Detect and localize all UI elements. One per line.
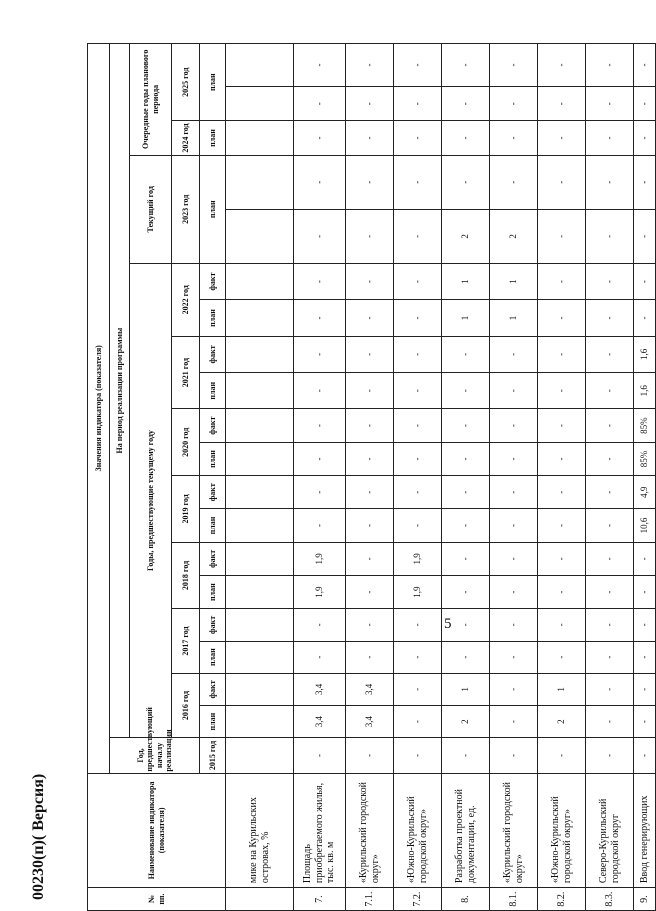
value-cell	[226, 609, 294, 641]
value-cell: -	[538, 476, 586, 509]
value-cell: -	[634, 155, 656, 209]
header-2021: 2021 год	[172, 336, 200, 409]
row-number: 8.3.	[586, 888, 634, 911]
value-cell: -	[586, 373, 634, 409]
value-cell: -	[538, 336, 586, 372]
table-row	[442, 44, 490, 911]
value-cell: -	[394, 300, 442, 336]
value-cell: -	[394, 336, 442, 372]
value-cell: -	[490, 575, 538, 608]
value-cell	[226, 509, 294, 542]
value-cell: -	[294, 209, 346, 263]
value-cell	[226, 476, 294, 509]
value-cell: -	[346, 44, 394, 87]
value-cell: -	[294, 44, 346, 87]
header-plan: план	[200, 641, 226, 673]
header-2024: 2024 год	[172, 121, 200, 155]
value-cell: -	[346, 155, 394, 209]
value-cell: -	[490, 409, 538, 442]
value-cell: -	[442, 155, 490, 209]
row-indicator-name: Разработка проектной документации, ед.	[442, 773, 490, 887]
value-cell: 1	[490, 300, 538, 336]
value-cell: -	[442, 609, 490, 641]
value-cell: -	[490, 336, 538, 372]
value-cell: 2	[538, 706, 586, 738]
value-cell	[226, 263, 294, 299]
row-indicator-name: «Курильский городской округ»	[346, 773, 394, 887]
value-cell: -	[294, 121, 346, 155]
value-cell: -	[346, 476, 394, 509]
value-cell: -	[634, 575, 656, 608]
value-cell: -	[294, 155, 346, 209]
value-cell	[226, 209, 294, 263]
value-cell: -	[294, 442, 346, 475]
value-cell	[226, 575, 294, 608]
table-row	[294, 44, 346, 911]
header-next-years: Очередные годы планового периода	[130, 44, 172, 156]
value-cell: -	[538, 575, 586, 608]
value-cell: -	[394, 409, 442, 442]
value-cell	[226, 87, 294, 121]
value-cell: -	[442, 44, 490, 87]
value-cell: -	[538, 442, 586, 475]
value-cell: -	[394, 706, 442, 738]
value-cell: -	[294, 476, 346, 509]
value-cell: -	[442, 409, 490, 442]
value-cell: -	[294, 336, 346, 372]
value-cell	[226, 336, 294, 372]
header-2019: 2019 год	[172, 476, 200, 543]
value-cell: -	[394, 373, 442, 409]
header-plan: план	[200, 509, 226, 542]
value-cell: -	[394, 121, 442, 155]
value-cell: -	[394, 87, 442, 121]
value-cell: -	[346, 373, 394, 409]
value-cell: -	[394, 641, 442, 673]
value-cell: -	[586, 476, 634, 509]
value-cell: -	[346, 121, 394, 155]
value-cell: -	[490, 44, 538, 87]
value-cell: -	[294, 609, 346, 641]
value-cell: -	[586, 442, 634, 475]
value-cell: 3,4	[346, 673, 394, 705]
value-cell: 85%	[634, 442, 656, 475]
value-cell: 3,4	[294, 673, 346, 705]
header-fact: факт	[200, 609, 226, 641]
header-2015: 2015 год	[200, 738, 226, 773]
value-cell: -	[490, 609, 538, 641]
row-number: 8.1.	[490, 888, 538, 911]
value-cell: -	[538, 155, 586, 209]
value-cell: -	[490, 641, 538, 673]
value-cell: -	[538, 44, 586, 87]
value-cell: -	[490, 373, 538, 409]
value-cell: -	[586, 409, 634, 442]
value-cell: -	[538, 121, 586, 155]
value-cell: -	[586, 509, 634, 542]
value-cell: -	[442, 87, 490, 121]
header-current-year: Текущий год	[130, 155, 172, 263]
value-cell: -	[490, 706, 538, 738]
header-plan: план	[200, 121, 226, 155]
value-cell: -	[634, 44, 656, 87]
value-cell: -	[294, 263, 346, 299]
value-cell: -	[538, 641, 586, 673]
value-cell: -	[538, 738, 586, 773]
table-row	[634, 44, 656, 911]
header-2022: 2022 год	[172, 263, 200, 336]
header-plan: план	[200, 575, 226, 608]
value-cell: -	[294, 373, 346, 409]
value-cell: 2	[442, 706, 490, 738]
header-program-period: На период реализации программы	[110, 44, 130, 738]
header-fact: факт	[200, 263, 226, 299]
header-fact: факт	[200, 673, 226, 705]
value-cell: -	[490, 442, 538, 475]
value-cell: -	[634, 673, 656, 705]
value-cell: -	[346, 209, 394, 263]
value-cell: -	[294, 641, 346, 673]
header-2018: 2018 год	[172, 542, 200, 609]
value-cell	[226, 706, 294, 738]
value-cell: -	[586, 336, 634, 372]
value-cell: -	[394, 209, 442, 263]
value-cell: -	[394, 476, 442, 509]
table-row	[226, 44, 294, 911]
value-cell: -	[586, 44, 634, 87]
header-name: Наименование индикатора (показателя)	[88, 773, 226, 887]
value-cell: -	[634, 738, 656, 773]
header-2016: 2016 год	[172, 673, 200, 738]
value-cell: -	[586, 263, 634, 299]
value-cell: -	[490, 673, 538, 705]
header-2017: 2017 год	[172, 609, 200, 674]
value-cell: -	[294, 87, 346, 121]
header-fact: факт	[200, 409, 226, 442]
value-cell	[226, 641, 294, 673]
value-cell: -	[586, 209, 634, 263]
value-cell: -	[538, 300, 586, 336]
header-plan: план	[200, 44, 226, 121]
value-cell: -	[634, 300, 656, 336]
value-cell	[226, 442, 294, 475]
value-cell: 1	[490, 263, 538, 299]
value-cell: -	[538, 209, 586, 263]
value-cell: -	[490, 121, 538, 155]
value-cell: -	[490, 509, 538, 542]
value-cell: 1,9	[294, 542, 346, 575]
value-cell	[226, 673, 294, 705]
row-indicator-name: «Южно-Курильский городской округ»	[538, 773, 586, 887]
value-cell: -	[586, 575, 634, 608]
header-prev-year: Год, предшествующий началу реализации	[110, 738, 200, 773]
value-cell: -	[442, 373, 490, 409]
header-plan: план	[200, 373, 226, 409]
value-cell: -	[346, 609, 394, 641]
header-2020: 2020 год	[172, 409, 200, 476]
value-cell: -	[586, 738, 634, 773]
value-cell: 2	[490, 209, 538, 263]
header-plan: план	[200, 300, 226, 336]
value-cell: -	[586, 542, 634, 575]
value-cell: -	[346, 336, 394, 372]
value-cell: -	[346, 509, 394, 542]
value-cell: -	[586, 87, 634, 121]
value-cell: -	[538, 409, 586, 442]
value-cell: -	[586, 673, 634, 705]
value-cell: -	[294, 300, 346, 336]
row-number: 8.	[442, 888, 490, 911]
value-cell: -	[346, 87, 394, 121]
value-cell: -	[442, 336, 490, 372]
value-cell: 3,4	[294, 706, 346, 738]
value-cell: -	[490, 542, 538, 575]
value-cell: 1,6	[634, 373, 656, 409]
value-cell: -	[346, 641, 394, 673]
header-years-before: Годы, предшествующие текущему году	[130, 263, 172, 737]
value-cell: -	[346, 409, 394, 442]
value-cell: 1	[442, 263, 490, 299]
row-number: 7.2.	[394, 888, 442, 911]
value-cell: -	[538, 509, 586, 542]
value-cell: 85%	[634, 409, 656, 442]
value-cell: -	[634, 209, 656, 263]
value-cell: -	[634, 542, 656, 575]
value-cell: -	[538, 542, 586, 575]
value-cell: -	[442, 738, 490, 773]
value-cell: -	[586, 300, 634, 336]
row-number: 8.2.	[538, 888, 586, 911]
row-indicator-name: Северо-Курильский городской округ	[586, 773, 634, 887]
value-cell: -	[394, 673, 442, 705]
row-indicator-name: «Курильский городской округ»	[490, 773, 538, 887]
footer-version	[30, 774, 48, 900]
header-fact: факт	[200, 476, 226, 509]
value-cell: -	[294, 738, 346, 773]
value-cell: -	[586, 121, 634, 155]
value-cell: 2	[442, 209, 490, 263]
value-cell: -	[442, 442, 490, 475]
value-cell: -	[394, 509, 442, 542]
value-cell: -	[442, 476, 490, 509]
value-cell	[226, 373, 294, 409]
value-cell: 3,4	[346, 706, 394, 738]
value-cell	[226, 409, 294, 442]
value-cell: -	[586, 706, 634, 738]
value-cell: -	[538, 609, 586, 641]
value-cell: -	[538, 263, 586, 299]
row-number: 9.	[634, 888, 656, 911]
table-body	[226, 44, 656, 911]
value-cell: -	[394, 44, 442, 87]
value-cell: 1,9	[294, 575, 346, 608]
header-fact: факт	[200, 336, 226, 372]
indicator-table	[87, 43, 656, 911]
value-cell: -	[442, 509, 490, 542]
header-2025: 2025 год	[172, 44, 200, 121]
row-number: 7.1.	[346, 888, 394, 911]
page-number: 5	[444, 616, 452, 632]
value-cell: 1,9	[394, 542, 442, 575]
value-cell: -	[346, 442, 394, 475]
value-cell: -	[442, 641, 490, 673]
value-cell	[226, 300, 294, 336]
row-number	[226, 888, 294, 911]
table-row	[394, 44, 442, 911]
value-cell: -	[394, 155, 442, 209]
value-cell: -	[490, 87, 538, 121]
value-cell: -	[294, 509, 346, 542]
value-cell	[226, 121, 294, 155]
value-cell: 1	[442, 673, 490, 705]
table-row	[586, 44, 634, 911]
value-cell	[226, 542, 294, 575]
value-cell: -	[490, 738, 538, 773]
row-number: 7.	[294, 888, 346, 911]
value-cell: -	[442, 121, 490, 155]
table-row	[346, 44, 394, 911]
header-plan: план	[200, 706, 226, 738]
value-cell: 1,9	[394, 575, 442, 608]
header-fact: факт	[200, 542, 226, 575]
value-cell: 4,9	[634, 476, 656, 509]
value-cell: 1	[442, 300, 490, 336]
value-cell: -	[586, 641, 634, 673]
header-2023: 2023 год	[172, 155, 200, 263]
header-no: № пп.	[88, 888, 226, 911]
value-cell: -	[346, 738, 394, 773]
value-cell: -	[394, 609, 442, 641]
value-cell: -	[394, 738, 442, 773]
table-row	[538, 44, 586, 911]
row-indicator-name: Площадь приобретаемого жилья, тыс. кв. м	[294, 773, 346, 887]
header-plan: план	[200, 155, 226, 263]
value-cell: -	[538, 87, 586, 121]
value-cell	[226, 738, 294, 773]
value-cell: 10,6	[634, 509, 656, 542]
value-cell: -	[346, 263, 394, 299]
table-row	[490, 44, 538, 911]
value-cell: -	[442, 542, 490, 575]
value-cell: -	[634, 263, 656, 299]
value-cell	[226, 155, 294, 209]
value-cell: -	[634, 121, 656, 155]
value-cell: 1,6	[634, 336, 656, 372]
row-indicator-name: мике на Курильских островах, %	[226, 773, 294, 887]
value-cell: -	[346, 300, 394, 336]
value-cell: -	[586, 155, 634, 209]
footer-version-text: 00230(п)( Версия)	[30, 773, 47, 900]
value-cell: -	[394, 442, 442, 475]
value-cell: -	[346, 575, 394, 608]
value-cell: -	[538, 373, 586, 409]
value-cell: -	[490, 155, 538, 209]
header-values: Значения индикатора (показателя)	[88, 44, 110, 774]
value-cell	[226, 44, 294, 87]
value-cell: 1	[538, 673, 586, 705]
value-cell: -	[586, 609, 634, 641]
value-cell: -	[634, 609, 656, 641]
value-cell: -	[294, 409, 346, 442]
row-indicator-name: «Южно-Курильский городской округ»	[394, 773, 442, 887]
value-cell: -	[634, 706, 656, 738]
value-cell: -	[490, 476, 538, 509]
row-indicator-name: Ввод генерирующих	[634, 773, 656, 887]
header-plan: план	[200, 442, 226, 475]
value-cell: -	[634, 87, 656, 121]
value-cell: -	[442, 575, 490, 608]
value-cell: -	[394, 263, 442, 299]
value-cell: -	[346, 542, 394, 575]
value-cell: -	[634, 641, 656, 673]
